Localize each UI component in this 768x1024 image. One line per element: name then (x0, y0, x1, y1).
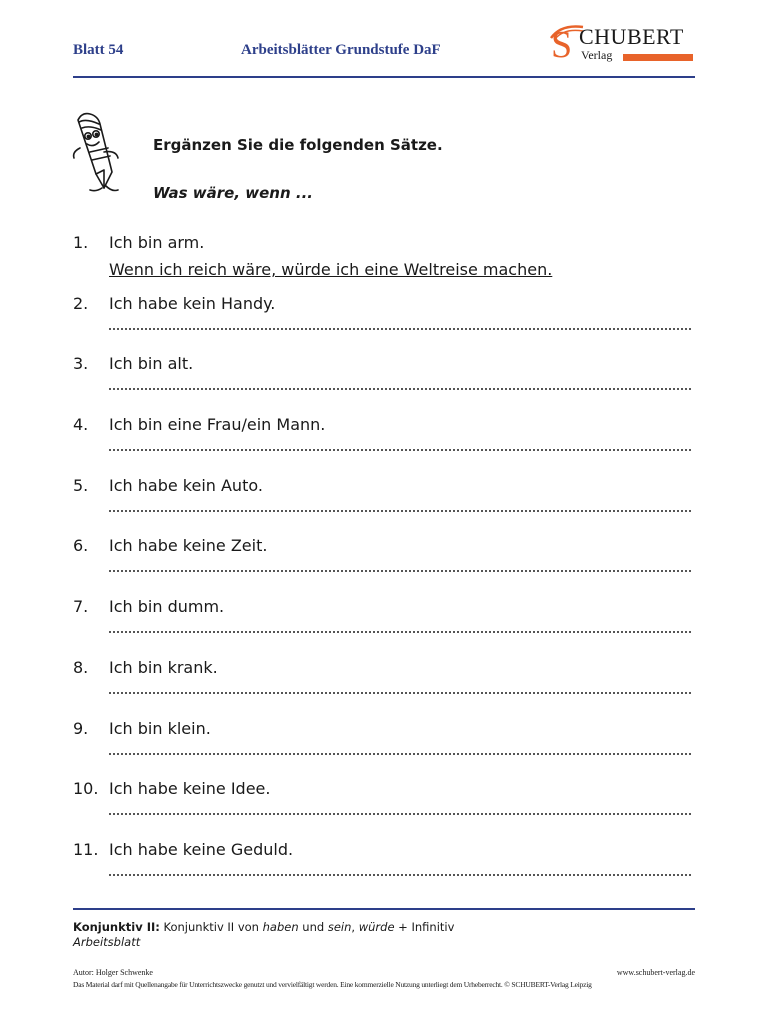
exercise-item-3 (73, 354, 695, 415)
logo-bar (623, 54, 693, 61)
item-prompt: Ich bin krank. (109, 657, 218, 677)
answer-line[interactable] (109, 753, 691, 755)
item-number: 5. (73, 475, 89, 495)
exercise-item-2 (73, 294, 695, 355)
exercise-item-7 (73, 597, 695, 658)
answer-line[interactable] (109, 692, 691, 694)
task-instruction: Ergänzen Sie die folgenden Sätze. (153, 136, 443, 154)
topic-em: haben (262, 920, 299, 934)
item-prompt: Ich bin arm. (109, 233, 205, 252)
item-number: 11. (73, 839, 99, 859)
answer-line[interactable] (109, 328, 691, 330)
item-prompt: Ich habe keine Idee. (109, 779, 271, 799)
footer-divider (73, 908, 695, 910)
exercise-item-5 (73, 476, 695, 537)
publisher-website[interactable]: www.schubert-verlag.de (616, 968, 695, 977)
answer-line[interactable] (109, 449, 691, 451)
item-prompt: Ich bin alt. (109, 354, 194, 374)
topic-text: , (351, 920, 359, 934)
item-number: 10. (73, 779, 99, 799)
answer-line[interactable] (109, 631, 691, 633)
logo-sub: Verlag (581, 48, 613, 62)
item-number: 8. (73, 657, 89, 677)
item-number: 3. (73, 354, 89, 374)
author-credit: Autor: Holger Schwenke (73, 968, 153, 977)
logo-initial: S (551, 24, 573, 66)
task-subtitle: Was wäre, wenn ... (153, 184, 313, 202)
logo-name: CHUBERT (579, 24, 684, 49)
topic-text: Konjunktiv II von (159, 920, 263, 934)
document-type: Arbeitsblatt (73, 935, 141, 949)
item-prompt: Ich habe keine Zeit. (109, 536, 268, 556)
topic-em: würde (358, 920, 395, 934)
item-number: 4. (73, 415, 89, 435)
item-prompt: Ich bin klein. (109, 718, 211, 738)
item-number: 7. (73, 597, 89, 617)
item-number: 1. (73, 233, 89, 252)
exercise-item-6 (73, 536, 695, 597)
footer-topic (73, 920, 454, 934)
item-number: 2. (73, 293, 89, 313)
item-number: 6. (73, 536, 89, 556)
exercise-item-11 (73, 840, 695, 901)
item-prompt: Ich bin dumm. (109, 597, 225, 617)
series-title: Arbeitsblätter Grundstufe DaF (241, 42, 441, 58)
item-prompt: Ich habe keine Geduld. (109, 839, 294, 859)
copyright-notice: Das Material darf mit Quellenangabe für Unterrichtszwecke genutzt und vervielfältigt werden. Eine kommerzielle Nutzung unterliegt dem Urheberrecht. © SCHUBERT-Verlag Leipzig (73, 980, 592, 989)
item-prompt: Ich habe kein Auto. (109, 475, 263, 495)
item-prompt: Ich bin eine Frau/ein Mann. (109, 415, 326, 435)
topic-label: Konjunktiv II: (73, 920, 160, 934)
exercise-item-4 (73, 415, 695, 476)
example-answer: Wenn ich reich wäre, würde ich eine Weltreise machen. (109, 260, 553, 279)
topic-text: und (298, 920, 328, 934)
exercise-item-10 (73, 779, 695, 840)
publisher-logo (547, 24, 695, 68)
topic-text: + Infinitiv (394, 920, 455, 934)
answer-line[interactable] (109, 388, 691, 390)
item-prompt: Ich habe kein Handy. (109, 293, 276, 313)
item-number: 9. (73, 718, 89, 738)
topic-em: sein (327, 920, 352, 934)
exercise-list (73, 233, 695, 901)
answer-line[interactable] (109, 510, 691, 512)
answer-line[interactable] (109, 570, 691, 572)
pencil-mascot-icon (68, 108, 128, 198)
sheet-number: Blatt 54 (73, 42, 124, 58)
answer-line[interactable] (109, 874, 691, 876)
page-header (73, 24, 695, 80)
exercise-item-1 (73, 233, 695, 294)
header-divider (73, 76, 695, 78)
answer-line[interactable] (109, 813, 691, 815)
exercise-item-8 (73, 658, 695, 719)
exercise-item-9 (73, 719, 695, 780)
